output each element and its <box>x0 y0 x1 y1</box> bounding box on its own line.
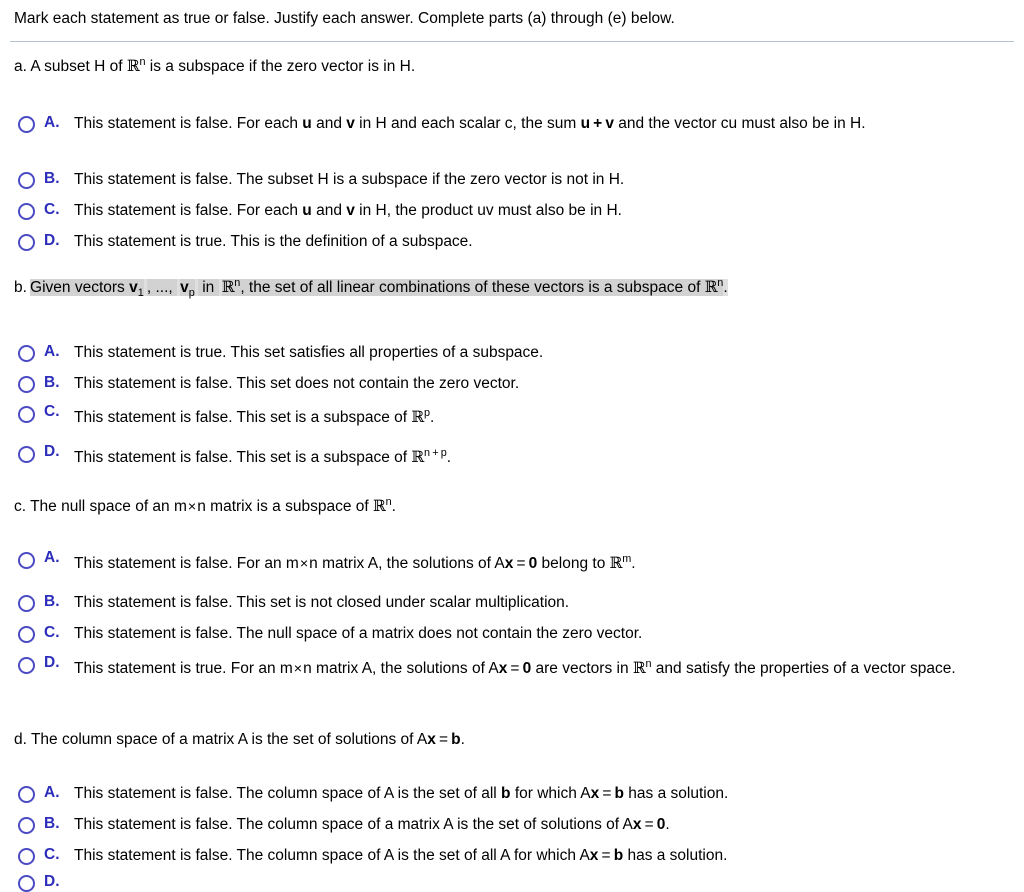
radio-icon[interactable] <box>18 657 35 674</box>
question-stem-d <box>14 729 465 750</box>
option-letter: B. <box>44 374 60 391</box>
option-c-A[interactable] <box>18 549 636 571</box>
option-letter: C. <box>44 624 60 641</box>
radio-icon[interactable] <box>18 172 35 189</box>
option-letter: B. <box>44 815 60 832</box>
radio-icon[interactable] <box>18 786 35 803</box>
option-text: This statement is true. For an m×n matrix A, the solutions of Ax = 0 are vectors in ℝ$^n$ and satisfy the properties of a vector space. <box>74 657 956 677</box>
option-a-B[interactable] <box>18 169 624 190</box>
stem-a-text: a. A subset H of ℝ$^n$ is a subspace if the zero vector is in H. <box>14 55 416 75</box>
option-b-B[interactable] <box>18 373 519 394</box>
option-d-D[interactable] <box>18 872 74 892</box>
option-text: This statement is false. The null space of a matrix does not contain the zero vector. <box>74 625 643 642</box>
radio-icon[interactable] <box>18 116 35 133</box>
radio-icon[interactable] <box>18 345 35 362</box>
radio-icon[interactable] <box>18 817 35 834</box>
radio-icon[interactable] <box>18 626 35 643</box>
header-divider <box>10 41 1014 42</box>
option-c-C[interactable] <box>18 623 642 644</box>
radio-icon[interactable] <box>18 446 35 463</box>
option-text: This statement is false. For each u and v in H and each scalar c, the sum u + v and the vector cu must also be in H. <box>74 115 866 132</box>
option-letter: C. <box>44 201 60 218</box>
radio-icon[interactable] <box>18 376 35 393</box>
radio-icon[interactable] <box>18 406 35 423</box>
option-letter: A. <box>44 343 60 360</box>
option-a-D[interactable] <box>18 231 473 252</box>
option-letter: D. <box>44 873 60 890</box>
option-b-C[interactable] <box>18 403 434 424</box>
option-c-D[interactable] <box>18 654 978 676</box>
option-text: This statement is false. This set is a subspace of ℝ$^p$. <box>74 406 435 426</box>
option-letter: B. <box>44 170 60 187</box>
option-text: This statement is false. This set does not contain the zero vector. <box>74 375 520 392</box>
option-text: This statement is false. The column space of A is the set of all A for which Ax = b has a solution. <box>74 847 728 864</box>
stem-d-text: d. The column space of a matrix A is the set of solutions of Ax = b. <box>14 731 465 748</box>
option-letter: D. <box>44 654 60 671</box>
option-letter: D. <box>44 443 60 460</box>
option-text: This statement is false. The subset H is a subspace if the zero vector is not in H. <box>74 171 625 188</box>
stem-c-text: c. The null space of an m×n matrix is a subspace of ℝ$^n$. <box>14 495 396 515</box>
option-c-B[interactable] <box>18 592 569 613</box>
option-text: This statement is false. The column space of A is the set of all b for which Ax = b has a solution. <box>74 785 729 802</box>
option-letter: A. <box>44 114 60 131</box>
option-letter: D. <box>44 232 60 249</box>
option-text: This statement is true. This set satisfies all properties of a subspace. <box>74 344 544 361</box>
option-letter: A. <box>44 784 60 801</box>
option-letter: C. <box>44 846 60 863</box>
option-b-A[interactable] <box>18 342 543 363</box>
option-text: This statement is false. This set is not closed under scalar multiplication. <box>74 594 570 611</box>
option-letter: B. <box>44 593 60 610</box>
page-prompt: Mark each statement as true or false. Justify each answer. Complete parts (a) through (e) below. <box>14 10 675 27</box>
question-stem-c <box>14 496 396 518</box>
option-text: This statement is true. This is the definition of a subspace. <box>74 233 473 250</box>
option-letter: C. <box>44 403 60 420</box>
option-text: This statement is false. For an m×n matrix A, the solutions of Ax = 0 belong to ℝ$^m$. <box>74 552 636 572</box>
radio-icon[interactable] <box>18 552 35 569</box>
option-d-C[interactable] <box>18 845 727 866</box>
question-stem-b <box>14 275 728 300</box>
option-text: This statement is false. This set is a subspace of ℝ$^{n + p}$. <box>74 446 452 466</box>
option-b-D[interactable] <box>18 443 451 464</box>
option-text: This statement is false. For each u and v in H, the product uv must also be in H. <box>74 202 622 219</box>
option-a-A[interactable] <box>18 113 1008 134</box>
radio-icon[interactable] <box>18 234 35 251</box>
stem-b-text: b. Given vectors $v_1$ , ..., $v_p$ in ℝ$^n$, the set of all linear combinations of these vectors is a subspace of ℝ$^n$. <box>14 276 728 300</box>
blackboard-R: ℝ <box>126 57 140 75</box>
radio-icon[interactable] <box>18 875 35 892</box>
option-a-C[interactable] <box>18 200 622 221</box>
option-d-B[interactable] <box>18 814 670 835</box>
radio-icon[interactable] <box>18 203 35 220</box>
question-stem-a <box>14 56 415 77</box>
option-text: This statement is false. The column space of a matrix A is the set of solutions of Ax = 0. <box>74 816 670 833</box>
radio-icon[interactable] <box>18 848 35 865</box>
option-letter: A. <box>44 549 60 566</box>
radio-icon[interactable] <box>18 595 35 612</box>
option-d-A[interactable] <box>18 783 728 804</box>
